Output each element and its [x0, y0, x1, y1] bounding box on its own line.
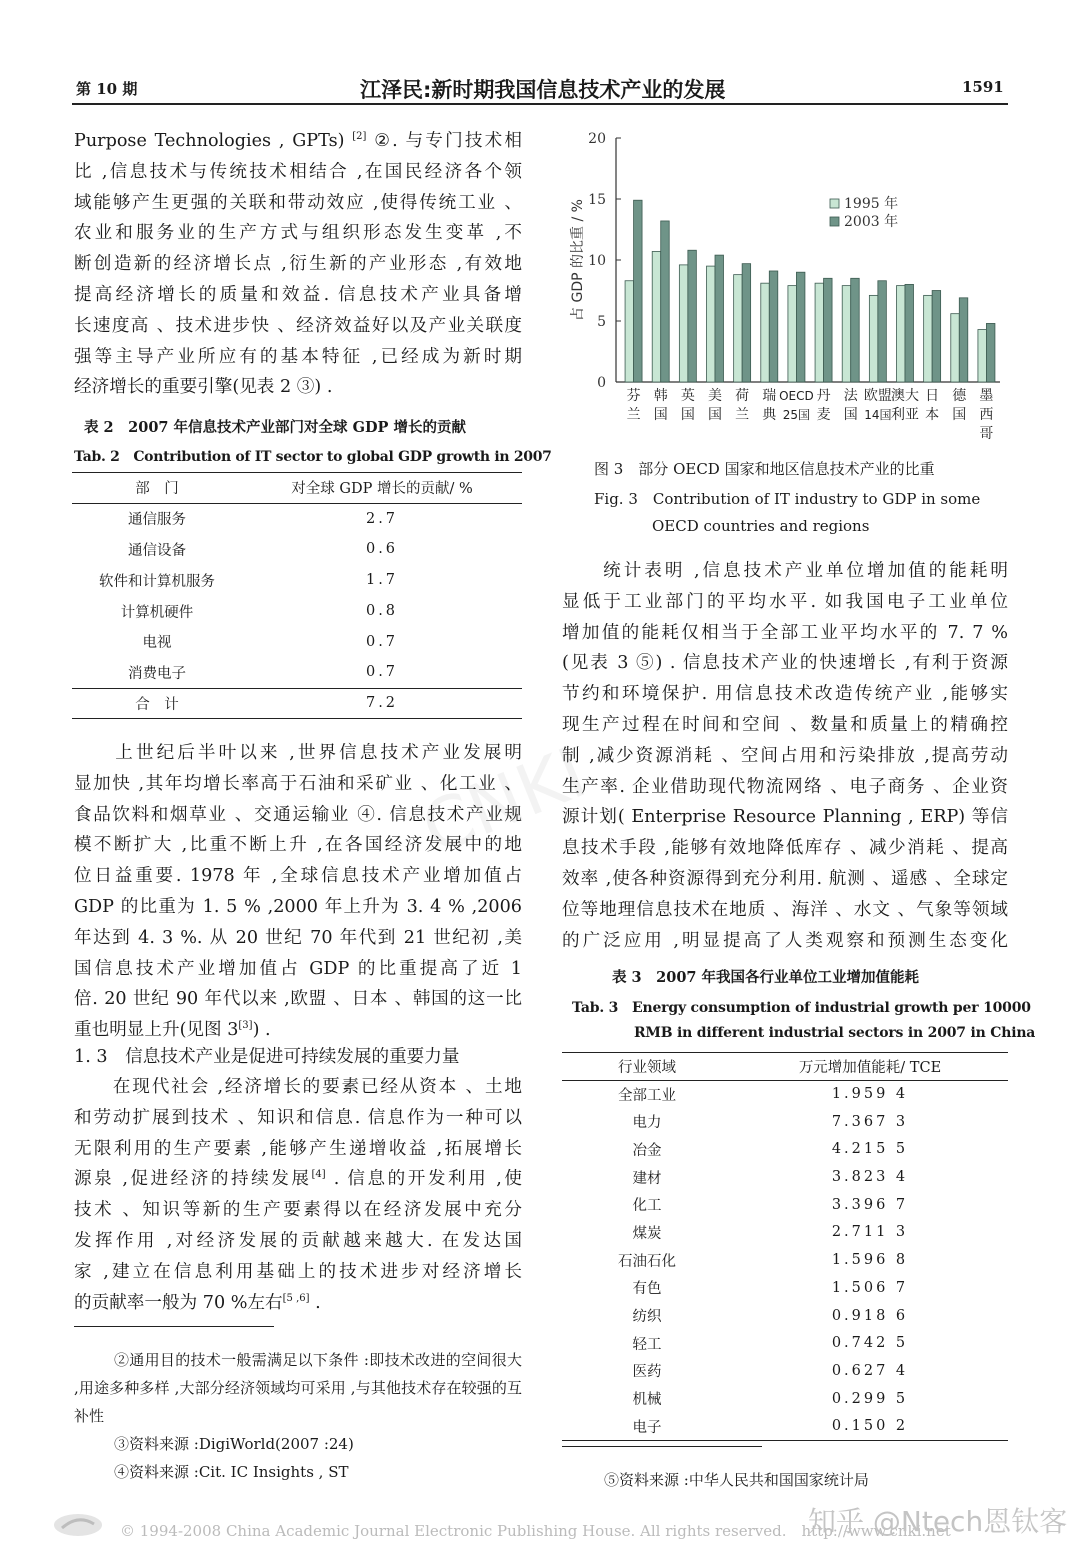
- x-tick-label-line: 荷: [735, 388, 750, 404]
- right-paragraph-1-line: 制 ,减少资源消耗 、空间占用和污染排放 ,提高劳动: [562, 745, 1008, 766]
- x-tick-label-line: 墨: [979, 388, 994, 404]
- bar-2003: [715, 255, 724, 382]
- table3-value-cell: 7.367 3: [831, 1113, 909, 1130]
- x-tick-label-line: 利亚: [891, 407, 919, 423]
- table3-value-cell: 1.959 4: [831, 1086, 909, 1103]
- x-tick-label-line: 瑞: [762, 388, 777, 404]
- table3-row: [562, 1163, 1008, 1191]
- x-tick-label: [952, 388, 967, 423]
- table3-row: [562, 1219, 1008, 1247]
- table2-header-contribution: 对全球 GDP 增长的贡献/ %: [291, 481, 473, 498]
- table2-row: [72, 534, 522, 565]
- table2-sector-cell: 软件和计算机服务: [99, 573, 215, 590]
- table2-row: [72, 503, 522, 534]
- footnotes-left: [74, 1346, 522, 1486]
- right-paragraph-1-line: 节约和环境保护. 用信息技术改造传统产业 ,能够实: [562, 684, 1008, 705]
- bar-2003: [688, 250, 697, 382]
- right-paragraph-1-line: 统计表明 ,信息技术产业单位增加值的能耗明: [562, 561, 1008, 581]
- x-tick-label-line: 哥: [979, 426, 994, 442]
- left-paragraph-3-line: 家 ,建立在信息利用基础上的技术进步对经济增长: [74, 1261, 522, 1282]
- left-paragraph-3-line: 在现代社会 ,经济增长的要素已经从资本 、土地: [74, 1077, 522, 1097]
- bar-1995: [815, 283, 824, 382]
- x-tick-label-line: 25国: [782, 408, 811, 422]
- bar-2003: [742, 264, 751, 382]
- x-tick-label: [979, 388, 993, 442]
- x-tick-label-line: 国: [680, 407, 695, 423]
- copyright-footer: © 1994-2008 China Academic Journal Electronic Publishing House. All rights reserved. http://www.cnki.net: [120, 1522, 951, 1540]
- x-tick-label-line: 英: [680, 388, 695, 404]
- table2-caption-en: Tab. 2 Contribution of IT sector to global GDP growth in 2007: [74, 449, 552, 465]
- figure3-caption-en-line2: OECD countries and regions: [652, 517, 870, 535]
- left-paragraph-1-line: 经济增长的重要引擎(见表 2 ③) .: [74, 377, 333, 398]
- table3-sector-cell: 轻工: [632, 1336, 662, 1353]
- table3-sector-cell: 医药: [632, 1364, 662, 1381]
- x-tick-label-line: 西: [979, 407, 994, 423]
- table3-sector-cell: 化工: [632, 1198, 662, 1215]
- bar-1995: [951, 314, 960, 382]
- table2-sector-cell: 计算机硬件: [120, 604, 194, 621]
- table3-value-cell: 4.215 5: [831, 1141, 909, 1158]
- x-tick-label-line: 欧盟: [863, 388, 892, 404]
- table2-value-cell: 0.7: [365, 664, 399, 681]
- x-tick-label: [735, 388, 749, 423]
- table2-sector-cell: 电视: [142, 635, 172, 652]
- table3-caption-en-line1: Tab. 3 Energy consumption of industrial growth per 10000: [572, 1000, 1031, 1016]
- table2-header-row: [72, 473, 522, 504]
- figure3-caption-en-line1: Fig. 3 Contribution of IT industry to GDP in some: [594, 490, 981, 508]
- table2: [72, 472, 522, 719]
- x-tick-label-line: 日: [925, 388, 940, 404]
- y-tick-label: 10: [588, 253, 606, 269]
- x-tick-label: [681, 388, 695, 423]
- figure3-bar-chart: [560, 124, 1008, 450]
- bar-2003: [905, 284, 914, 382]
- table2-total-value: 7.2: [365, 695, 399, 712]
- table3-value-cell: 1.596 8: [831, 1252, 909, 1269]
- issue-number: 第 10 期: [76, 80, 138, 98]
- y-tick-label: 15: [588, 192, 606, 208]
- x-tick-label-line: 本: [925, 407, 940, 423]
- table2-total-label: 合 计: [135, 696, 179, 713]
- bar-2003: [959, 298, 968, 382]
- left-paragraph-1-line: 长速度高 、技术进步快 、经济效益好以及产业关联度: [74, 315, 522, 336]
- table2-row: [72, 565, 522, 596]
- right-paragraph-1-line: 效率 ,使各种资源得到充分利用. 航测 、遥感 、全球定: [562, 868, 1008, 889]
- header-rule: [72, 103, 1008, 105]
- section-heading-1-3: 1. 3 信息技术产业是促进可持续发展的重要力量: [74, 1047, 460, 1067]
- footnote-rule-right: [562, 1446, 762, 1447]
- table3-row: [562, 1302, 1008, 1330]
- x-tick-label-line: 麦: [816, 407, 831, 423]
- table3-sector-cell: 建材: [632, 1170, 662, 1187]
- table3-header-energy: 万元增加值能耗/ TCE: [798, 1059, 942, 1076]
- x-tick-label: [925, 388, 939, 423]
- table2-sector-cell: 通信服务: [128, 512, 186, 529]
- bar-1995: [625, 281, 634, 382]
- legend-swatch: [830, 199, 839, 208]
- table3-value-cell: 1.506 7: [831, 1279, 909, 1296]
- table2-caption-cn: 表 2 2007 年信息技术产业部门对全球 GDP 增长的贡献: [84, 419, 466, 436]
- table3-value-cell: 0.918 6: [831, 1307, 909, 1324]
- table3-sector-cell: 电子: [632, 1419, 662, 1436]
- left-paragraph-1-line: 农业和服务业的生产方式与组织形态发生变革 ,不: [74, 223, 522, 244]
- bar-1995: [788, 286, 797, 382]
- table3-value-cell: 0.742 5: [831, 1335, 909, 1352]
- right-paragraph-1-line: 源计划( Enterprise Resource Planning , ERP) 等信: [562, 807, 1008, 828]
- left-paragraph-1-line: 提高经济增长的质量和效益. 信息技术产业具备增: [74, 284, 522, 305]
- left-paragraph-3-line: 技术 、知识等新的生产要素得以在经济发展中充分: [74, 1200, 522, 1221]
- table3-sector-cell: 煤炭: [632, 1225, 662, 1242]
- left-paragraph-2-line: 显加快 ,其年均增长率高于石油和采矿业 、化工业 、: [74, 773, 522, 794]
- bar-1995: [679, 265, 688, 382]
- bar-1995: [924, 295, 933, 382]
- footnote-4: ④资料来源 :Cit. IC Insights , ST: [114, 1463, 349, 1481]
- bar-2003: [824, 278, 833, 382]
- x-tick-label-line: 美: [708, 388, 722, 404]
- table3-sector-cell: 冶金: [632, 1142, 662, 1159]
- footnote-rule-left: [74, 1326, 274, 1327]
- right-paragraph-1-line: 息技术手段 ,能够有效地降低库存 、减少消耗 、提高: [562, 838, 1008, 859]
- table3-row: [562, 1108, 1008, 1136]
- table2-total-row: [72, 688, 522, 719]
- left-paragraph-2-line: 年达到 4. 3 %. 从 20 世纪 70 年代到 21 世纪初 ,美: [74, 927, 522, 948]
- y-tick-label: 5: [597, 314, 606, 330]
- x-tick-label: [844, 387, 859, 423]
- bar-1995: [761, 283, 770, 382]
- cnki-logo-icon: [52, 1512, 104, 1538]
- x-tick-label-line: 德: [952, 388, 967, 404]
- right-paragraph-1-line: 的广泛应用 ,明显提高了人类观察和预测生态变化: [562, 930, 1008, 951]
- x-tick-label-line: 14国: [864, 408, 892, 422]
- x-tick-label-line: 芬: [626, 388, 641, 404]
- table3-row: [562, 1412, 1008, 1440]
- left-paragraph-1-line: 断创造新的经济增长点 ,衍生新的产业形态 ,有效地: [74, 254, 522, 275]
- table3-caption-en-line2: RMB in different industrial sectors in 2007 in China: [634, 1025, 1036, 1041]
- table2-header-sector: 部 门: [135, 481, 179, 498]
- left-paragraph-1-line: 域能够产生更强的关联和带动效应 ,使得传统工业 、: [74, 192, 522, 213]
- left-paragraph-3-line: 源泉 ,促进经济的持续发展[4] . 信息的开发利用 ,使: [74, 1169, 522, 1190]
- left-paragraph-2-line: 食品饮料和烟草业 、交通运输业 ④. 信息技术产业规: [74, 804, 522, 825]
- x-tick-label-line: 典: [762, 407, 777, 423]
- left-paragraph-1-line: 强等主导产业所应有的基本特征 ,已经成为新时期: [74, 346, 522, 367]
- left-paragraph-2-line: 位日益重要. 1978 年 ,全球信息技术产业增加值占: [74, 866, 522, 887]
- right-paragraph-1-line: 生产率. 企业借助现代物流网络 、电子商务 、企业资: [562, 776, 1008, 797]
- table3-header-row: [562, 1053, 1008, 1081]
- legend-swatch: [830, 217, 839, 226]
- running-title: 江泽民:新时期我国信息技术产业的发展: [360, 78, 726, 102]
- bar-1995: [978, 330, 987, 382]
- table3-caption-cn: 表 3 2007 年我国各行业单位工业增加值能耗: [612, 969, 920, 986]
- page-number: 1591: [962, 78, 1004, 96]
- left-paragraph-2-line: 倍. 20 世纪 90 年代以来 ,欧盟 、日本 、韩国的这一比: [74, 989, 522, 1010]
- table2-row: [72, 626, 522, 657]
- table2-sector-cell: 通信设备: [128, 542, 186, 559]
- left-paragraph-1-line: Purpose Technologies , GPTs) [2] ②. 与专门技术相: [74, 131, 522, 151]
- x-tick-label-line: 澳大: [891, 388, 919, 404]
- bar-2003: [986, 323, 995, 382]
- bar-2003: [851, 278, 860, 382]
- bar-1995: [734, 275, 743, 382]
- x-tick-label-line: 兰: [626, 407, 641, 423]
- table3-row: [562, 1246, 1008, 1274]
- x-tick-label-line: 国: [843, 407, 858, 423]
- left-paragraph-2-line: GDP 的比重为 1. 5 % ,2000 年上升为 3. 4 % ,2006: [74, 896, 522, 917]
- table3-row: [562, 1385, 1008, 1413]
- footnote-2: ②通用目的技术一般需满足以下条件 :即技术改进的空间很大 ,用途多种多样 ,大部分经济领域均可采用 ,与其他技术存在较强的互补性: [74, 1351, 522, 1425]
- bar-2003: [661, 221, 670, 382]
- table3-value-cell: 0.299 5: [831, 1390, 909, 1407]
- footnote-3: ③资料来源 :DigiWorld(2007 :24): [114, 1435, 354, 1453]
- table3: [562, 1052, 1008, 1441]
- table2-value-cell: 1.7: [365, 572, 399, 589]
- table3-row: [562, 1329, 1008, 1357]
- bar-1995: [652, 251, 661, 382]
- table3-sector-cell: 石油石化: [618, 1253, 676, 1270]
- x-tick-label-line: OECD: [779, 389, 814, 403]
- left-paragraph-3-line: 的贡献率一般为 70 %左右[5 ,6] .: [74, 1292, 321, 1313]
- table3-sector-cell: 全部工业: [618, 1087, 676, 1104]
- table3-sector-cell: 有色: [632, 1281, 662, 1298]
- x-tick-label-line: 法: [843, 388, 858, 404]
- table3-row: [562, 1274, 1008, 1302]
- x-tick-label: [627, 388, 641, 423]
- bar-2003: [634, 200, 643, 382]
- y-tick-label: 20: [588, 131, 606, 147]
- table2-row: [72, 596, 522, 627]
- background-watermark: CNKI: [410, 731, 598, 871]
- table3-sector-cell: 纺织: [632, 1309, 662, 1326]
- x-tick-label: [654, 387, 668, 423]
- table2-value-cell: 0.7: [365, 633, 399, 650]
- table2-value-cell: 2.7: [365, 510, 399, 527]
- right-paragraph-1-line: 显低于工业部门的平均水平. 如我国电子工业单位: [562, 591, 1008, 612]
- right-paragraph-1-line: (见表 3 ⑤) . 信息技术产业的快速增长 ,有利于资源: [562, 653, 1008, 674]
- table3-row: [562, 1357, 1008, 1385]
- x-tick-label-line: 国: [653, 407, 668, 423]
- left-paragraph-2-line: 重也明显上升(见图 3[3]) .: [74, 1020, 271, 1041]
- x-tick-label-line: 兰: [735, 407, 750, 423]
- bar-1995: [707, 266, 716, 382]
- left-paragraph-3-line: 和劳动扩展到技术 、知识和信息. 信息作为一种可以: [74, 1107, 522, 1128]
- x-tick-label: [817, 388, 831, 423]
- zhihu-watermark: 知乎 @Ntech恩钛客: [808, 1505, 1068, 1538]
- table3-sector-cell: 机械: [632, 1392, 662, 1409]
- x-tick-label: [762, 387, 777, 423]
- table3-value-cell: 2.711 3: [831, 1224, 909, 1241]
- x-tick-label-line: 韩: [653, 388, 668, 404]
- table2-sector-cell: 消费电子: [128, 665, 186, 682]
- table3-value-cell: 3.396 7: [831, 1196, 909, 1213]
- figure3-caption-cn: 图 3 部分 OECD 国家和地区信息技术产业的比重: [594, 460, 935, 478]
- x-tick-label: [891, 387, 919, 423]
- table3-row: [562, 1080, 1008, 1108]
- y-tick-label: 0: [597, 375, 606, 391]
- legend-label: 2003 年: [844, 214, 899, 230]
- x-tick-label-line: 国: [952, 407, 967, 423]
- left-paragraph-2-line: 上世纪后半叶以来 ,世界信息技术产业发展明: [74, 743, 522, 763]
- left-paragraph-3-line: 发挥作用 ,对经济发展的贡献越来越大. 在发达国: [74, 1230, 522, 1251]
- table2-value-cell: 0.8: [365, 603, 399, 620]
- table3-header-sector: 行业领域: [618, 1059, 676, 1076]
- left-paragraph-1-line: 比 ,信息技术与传统技术相结合 ,在国民经济各个领: [74, 161, 522, 182]
- x-tick-label: [864, 388, 892, 422]
- legend-label: 1995 年: [844, 196, 899, 212]
- table3-value-cell: 0.150 2: [831, 1418, 909, 1435]
- y-axis-label: 占 GDP 的比重 / %: [570, 199, 586, 321]
- bar-2003: [769, 271, 778, 382]
- bar-1995: [897, 286, 906, 382]
- table2-row: [72, 657, 522, 688]
- left-paragraph-3-line: 无限利用的生产要素 ,能够产生递增收益 ,拓展增长: [74, 1138, 522, 1159]
- bar-2003: [878, 281, 887, 382]
- right-paragraph-1-line: 增加值的能耗仅相当于全部工业平均水平的 7. 7 %: [562, 622, 1008, 643]
- table3-value-cell: 0.627 4: [831, 1362, 909, 1379]
- table3-row: [562, 1136, 1008, 1164]
- bar-2003: [932, 291, 941, 383]
- bar-1995: [842, 286, 851, 382]
- left-paragraph-2: [74, 738, 522, 1046]
- left-paragraph-2-line: 国信息技术产业增加值占 GDP 的比重提高了近 1: [74, 958, 522, 979]
- left-paragraph-1: [74, 126, 522, 403]
- table3-value-cell: 3.823 4: [831, 1169, 909, 1186]
- bar-1995: [869, 295, 878, 382]
- x-tick-label: [779, 389, 814, 422]
- table3-sector-cell: 电力: [632, 1115, 662, 1132]
- x-tick-label-line: 国: [708, 407, 722, 423]
- right-paragraph-1-line: 现生产过程在时间和空间 、数量和质量上的精确控: [562, 714, 1008, 735]
- left-paragraph-2-line: 模不断扩大 ,比重不断上升 ,在各国经济发展中的地: [74, 835, 522, 856]
- right-paragraph-1: [562, 556, 1008, 956]
- x-tick-label: [708, 388, 722, 423]
- table2-value-cell: 0.6: [365, 541, 399, 558]
- table3-row: [562, 1191, 1008, 1219]
- left-paragraph-3: [74, 1072, 522, 1318]
- right-paragraph-1-line: 位等地理信息技术在地质 、海洋 、水文 、气象等领域: [562, 899, 1008, 920]
- x-tick-label-line: 丹: [816, 388, 831, 404]
- footnote-5: ⑤资料来源 :中华人民共和国国家统计局: [604, 1471, 869, 1489]
- bar-2003: [796, 272, 805, 382]
